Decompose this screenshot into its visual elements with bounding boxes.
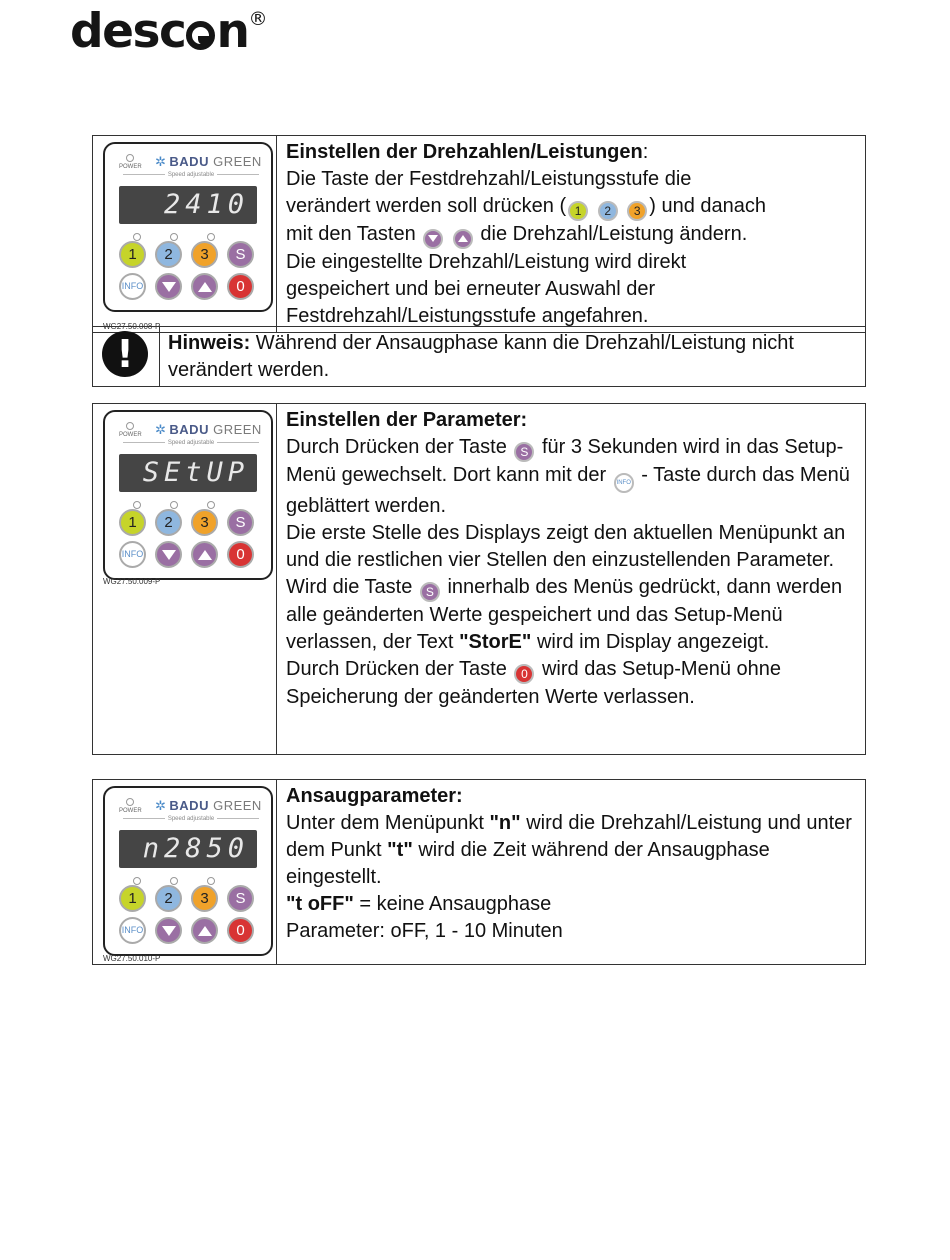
off-key-icon: 0 <box>514 664 534 684</box>
speed-3-button: 3 <box>191 885 218 912</box>
speed-1-button: 1 <box>119 885 146 912</box>
note-box <box>92 326 866 387</box>
control-panel: POWER ✲ BADU GREEN Speed adjustable n2850 1 2 3 S INFO 0 <box>103 786 273 956</box>
level-leds <box>133 228 244 246</box>
seven-segment-display: SEtUP <box>119 454 257 492</box>
level-leds <box>133 872 244 890</box>
power-led-icon <box>126 422 134 430</box>
off-button: 0 <box>227 273 254 300</box>
info-button: INFO <box>119 541 146 568</box>
control-panel-figure <box>93 136 277 333</box>
note-label: Hinweis: <box>168 332 251 354</box>
figure-id: WG27.50.010-P <box>103 954 161 963</box>
setup-key-icon: S <box>420 582 440 602</box>
control-panel: POWER ✲ BADU GREEN Speed adjustable SEtUP 1 2 3 S INFO 0 <box>103 410 273 580</box>
control-panel-figure <box>93 780 277 965</box>
seven-segment-display: 2410 <box>119 186 257 224</box>
descon-logo: desc n® <box>70 4 268 59</box>
down-arrow-icon <box>423 229 443 249</box>
seven-segment-display: n2850 <box>119 830 257 868</box>
brand-label: ✲ BADU GREEN <box>155 798 262 813</box>
speed-3-icon: 3 <box>627 201 647 221</box>
note-text: Während der Ansaugphase kann die Drehzahl/Leistung nicht verändert werden. <box>168 332 794 381</box>
down-arrow-icon <box>155 541 182 568</box>
off-button: 0 <box>227 917 254 944</box>
setup-key-icon: S <box>514 442 534 462</box>
fan-icon: ✲ <box>155 798 167 813</box>
brand-label: ✲ BADU GREEN <box>155 154 262 169</box>
speed-1-button: 1 <box>119 241 146 268</box>
power-led-icon <box>126 154 134 162</box>
brand-label: ✲ BADU GREEN <box>155 422 262 437</box>
setup-button: S <box>227 885 254 912</box>
fan-icon: ✲ <box>155 422 167 437</box>
section-heading: Einstellen der Drehzahlen/Leistungen <box>286 141 643 163</box>
exclamation-icon: ! <box>102 331 148 377</box>
setup-button: S <box>227 509 254 536</box>
off-button: 0 <box>227 541 254 568</box>
speed-3-button: 3 <box>191 241 218 268</box>
figure-id: WG27.50.009-P <box>103 577 161 586</box>
section-speed-settings <box>92 135 866 333</box>
control-panel: POWER ✲ BADU GREEN Speed adjustable 2410 1 2 3 S INFO 0 <box>103 142 273 312</box>
up-arrow-icon <box>191 541 218 568</box>
section-parameters <box>92 403 866 755</box>
control-panel-figure <box>93 404 277 755</box>
speed-2-button: 2 <box>155 241 182 268</box>
section-priming-parameters <box>92 779 866 965</box>
info-key-icon: INFO <box>614 473 634 493</box>
section-heading: Ansaugparameter: <box>286 785 463 807</box>
setup-button: S <box>227 241 254 268</box>
section-heading: Einstellen der Parameter: <box>286 409 528 431</box>
fan-icon: ✲ <box>155 154 167 169</box>
down-arrow-icon <box>155 917 182 944</box>
level-leds <box>133 496 244 514</box>
info-button: INFO <box>119 917 146 944</box>
down-arrow-icon <box>155 273 182 300</box>
logo-o-icon <box>186 21 215 50</box>
speed-settings-text: Einstellen der Drehzahlen/Leistungen: Die Taste der Festdrehzahl/Leistungsstufe die verändert werden soll drücken ( 1 2 3 ) und danach mit den Tasten die Drehzahl/Leistung ändern. Die eingestellte Drehzahl/Leistung wird direkt gespeichert und bei erneuter Auswahl der Festdrehzahl/Leistungsstufe angefahren. <box>277 136 866 333</box>
priming-parameters-text: Ansaugparameter: Unter dem Menüpunkt "n" wird die Drehzahl/Leistung und unter dem Punkt "t" wird die Zeit während der Ansaugphase eingestellt. "t oFF" = keine Ansaugphase Parameter: oFF, 1 - 10 Minuten <box>277 780 866 965</box>
speed-2-button: 2 <box>155 509 182 536</box>
up-arrow-icon <box>191 917 218 944</box>
up-arrow-icon <box>191 273 218 300</box>
speed-3-button: 3 <box>191 509 218 536</box>
up-arrow-icon <box>453 229 473 249</box>
speed-1-icon: 1 <box>568 201 588 221</box>
parameters-text: Einstellen der Parameter: Durch Drücken der Taste S für 3 Sekunden wird in das Setup-Menü gewechselt. Dort kann mit der INFO - Taste durch das Menü geblättert werden. Die erste Stelle des Displays zeigt den aktuellen Menüpunkt an und die restlichen vier Stellen den einzustellenden Parameter. Wird die Taste S innerhalb des Menüs gedrückt, dann werden alle geänderten Werte gespeichert und das Setup-Menü verlassen, der Text "StorE" wird im Display angezeigt. Durch Drücken der Taste 0 wird das Setup-Menü ohne Speicherung der geänderten Werte verlassen. <box>277 404 866 755</box>
speed-2-button: 2 <box>155 885 182 912</box>
power-led-icon <box>126 798 134 806</box>
figure-id: WG27.50.008-P <box>103 322 161 331</box>
info-button: INFO <box>119 273 146 300</box>
speed-1-button: 1 <box>119 509 146 536</box>
speed-2-icon: 2 <box>598 201 618 221</box>
